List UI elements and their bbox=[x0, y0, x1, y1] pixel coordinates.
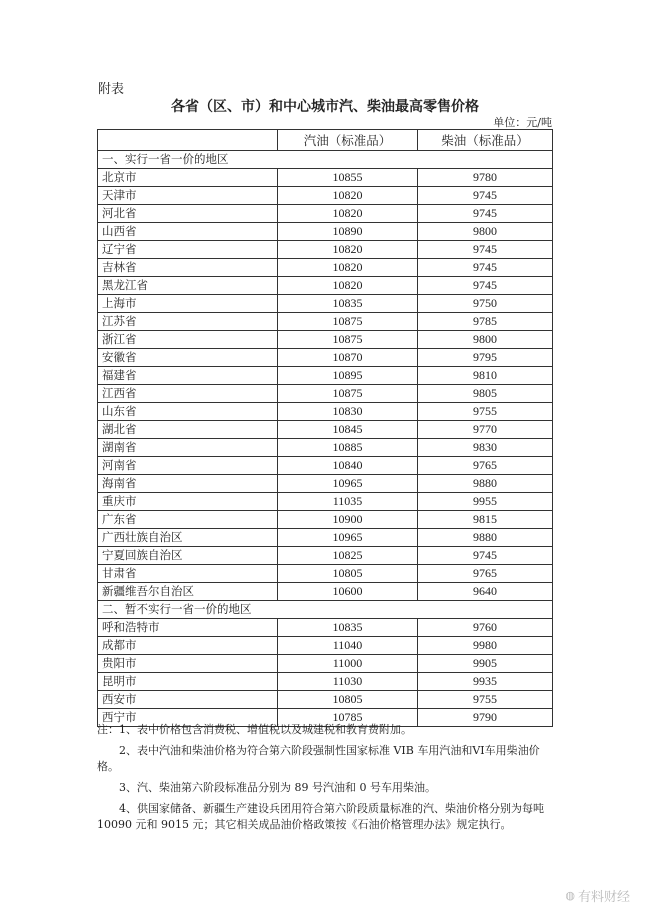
header-region bbox=[98, 130, 278, 151]
gasoline-price-cell: 10785 bbox=[278, 709, 418, 727]
diesel-price-cell: 9745 bbox=[418, 277, 553, 295]
region-cell: 广西壮族自治区 bbox=[98, 529, 278, 547]
diesel-price-cell: 9745 bbox=[418, 241, 553, 259]
gasoline-price-cell: 11030 bbox=[278, 673, 418, 691]
gasoline-price-cell: 10895 bbox=[278, 367, 418, 385]
table-row bbox=[98, 493, 553, 511]
region-cell: 河南省 bbox=[98, 457, 278, 475]
diesel-price-cell: 9800 bbox=[418, 331, 553, 349]
gasoline-price-cell: 10820 bbox=[278, 259, 418, 277]
gasoline-price-cell: 10900 bbox=[278, 511, 418, 529]
table-row bbox=[98, 673, 553, 691]
gasoline-price-cell: 10805 bbox=[278, 565, 418, 583]
diesel-price-cell: 9780 bbox=[418, 169, 553, 187]
section-row bbox=[98, 151, 553, 169]
table-row bbox=[98, 421, 553, 439]
gasoline-price-cell: 11035 bbox=[278, 493, 418, 511]
section-label: 二、暂不实行一省一价的地区 bbox=[98, 601, 553, 619]
gasoline-price-cell: 10875 bbox=[278, 313, 418, 331]
diesel-price-cell: 9830 bbox=[418, 439, 553, 457]
diesel-price-cell: 9760 bbox=[418, 619, 553, 637]
header-row bbox=[98, 130, 553, 151]
header-diesel: 柴油（标准品） bbox=[418, 130, 553, 151]
section-label: 一、实行一省一价的地区 bbox=[98, 151, 553, 169]
table-row bbox=[98, 187, 553, 205]
region-cell: 呼和浩特市 bbox=[98, 619, 278, 637]
region-cell: 江苏省 bbox=[98, 313, 278, 331]
diesel-price-cell: 9765 bbox=[418, 457, 553, 475]
diesel-price-cell: 9795 bbox=[418, 349, 553, 367]
region-cell: 西宁市 bbox=[98, 709, 278, 727]
table-row bbox=[98, 403, 553, 421]
diesel-price-cell: 9800 bbox=[418, 223, 553, 241]
unit-label: 单位：元/吨 bbox=[493, 116, 552, 129]
region-cell: 昆明市 bbox=[98, 673, 278, 691]
gasoline-price-cell: 10965 bbox=[278, 529, 418, 547]
region-cell: 黑龙江省 bbox=[98, 277, 278, 295]
table-row bbox=[98, 385, 553, 403]
table-row bbox=[98, 349, 553, 367]
gasoline-price-cell: 10820 bbox=[278, 241, 418, 259]
gasoline-price-cell: 10820 bbox=[278, 205, 418, 223]
table-row bbox=[98, 259, 553, 277]
region-cell: 湖南省 bbox=[98, 439, 278, 457]
table-row bbox=[98, 223, 553, 241]
diesel-price-cell: 9810 bbox=[418, 367, 553, 385]
watermark-text: 有料财经 bbox=[577, 890, 630, 905]
diesel-price-cell: 9745 bbox=[418, 259, 553, 277]
region-cell: 宁夏回族自治区 bbox=[98, 547, 278, 565]
gasoline-price-cell: 10600 bbox=[278, 583, 418, 601]
diesel-price-cell: 9770 bbox=[418, 421, 553, 439]
diesel-price-cell: 9935 bbox=[418, 673, 553, 691]
document-title: 各省（区、市）和中心城市汽、柴油最高零售价格 bbox=[171, 99, 479, 115]
region-cell: 重庆市 bbox=[98, 493, 278, 511]
table-row bbox=[98, 169, 553, 187]
region-cell: 甘肃省 bbox=[98, 565, 278, 583]
region-cell: 湖北省 bbox=[98, 421, 278, 439]
note-2: 2、表中汽油和柴油价格为符合第六阶段强制性国家标准 VIB 车用汽油和VI车用柴油价格。 bbox=[97, 744, 540, 773]
region-cell: 广东省 bbox=[98, 511, 278, 529]
region-cell: 贵阳市 bbox=[98, 655, 278, 673]
diesel-price-cell: 9880 bbox=[418, 529, 553, 547]
diesel-price-cell: 9755 bbox=[418, 691, 553, 709]
diesel-price-cell: 9745 bbox=[418, 187, 553, 205]
table-row bbox=[98, 637, 553, 655]
diesel-price-cell: 9745 bbox=[418, 547, 553, 565]
gasoline-price-cell: 11000 bbox=[278, 655, 418, 673]
table-row bbox=[98, 277, 553, 295]
region-cell: 海南省 bbox=[98, 475, 278, 493]
gasoline-price-cell: 11040 bbox=[278, 637, 418, 655]
price-table bbox=[97, 129, 553, 727]
region-cell: 安徽省 bbox=[98, 349, 278, 367]
diesel-price-cell: 9765 bbox=[418, 565, 553, 583]
diesel-price-cell: 9755 bbox=[418, 403, 553, 421]
table-row bbox=[98, 241, 553, 259]
table-row bbox=[98, 583, 553, 601]
region-cell: 山西省 bbox=[98, 223, 278, 241]
gasoline-price-cell: 10835 bbox=[278, 295, 418, 313]
note-1: 注：1、表中价格包含消费税、增值税以及城建税和教育费附加。 bbox=[97, 723, 412, 736]
table-row bbox=[98, 331, 553, 349]
gasoline-price-cell: 10830 bbox=[278, 403, 418, 421]
diesel-price-cell: 9805 bbox=[418, 385, 553, 403]
section-row bbox=[98, 601, 553, 619]
gasoline-price-cell: 10885 bbox=[278, 439, 418, 457]
diesel-price-cell: 9750 bbox=[418, 295, 553, 313]
region-cell: 吉林省 bbox=[98, 259, 278, 277]
gasoline-price-cell: 10845 bbox=[278, 421, 418, 439]
gasoline-price-cell: 10875 bbox=[278, 331, 418, 349]
table-row bbox=[98, 691, 553, 709]
table-row bbox=[98, 313, 553, 331]
gasoline-price-cell: 10825 bbox=[278, 547, 418, 565]
table-row bbox=[98, 205, 553, 223]
gasoline-price-cell: 10870 bbox=[278, 349, 418, 367]
table-row bbox=[98, 475, 553, 493]
gasoline-price-cell: 10820 bbox=[278, 187, 418, 205]
note-4: 4、供国家储备、新疆生产建设兵团用符合第六阶段质量标准的汽、柴油价格分别为每吨 10090 元和 9015 元；其它相关成品油价格政策按《石油价格管理办法》规定执行。 bbox=[97, 802, 544, 831]
table-row bbox=[98, 529, 553, 547]
diesel-price-cell: 9790 bbox=[418, 709, 553, 727]
diesel-price-cell: 9785 bbox=[418, 313, 553, 331]
region-cell: 辽宁省 bbox=[98, 241, 278, 259]
diesel-price-cell: 9745 bbox=[418, 205, 553, 223]
region-cell: 福建省 bbox=[98, 367, 278, 385]
gasoline-price-cell: 10820 bbox=[278, 277, 418, 295]
diesel-price-cell: 9815 bbox=[418, 511, 553, 529]
region-cell: 浙江省 bbox=[98, 331, 278, 349]
diesel-price-cell: 9905 bbox=[418, 655, 553, 673]
watermark bbox=[565, 886, 630, 905]
table-row bbox=[98, 367, 553, 385]
gasoline-price-cell: 10835 bbox=[278, 619, 418, 637]
region-cell: 江西省 bbox=[98, 385, 278, 403]
diesel-price-cell: 9640 bbox=[418, 583, 553, 601]
gasoline-price-cell: 10805 bbox=[278, 691, 418, 709]
gasoline-price-cell: 10890 bbox=[278, 223, 418, 241]
diesel-price-cell: 9880 bbox=[418, 475, 553, 493]
region-cell: 西安市 bbox=[98, 691, 278, 709]
region-cell: 天津市 bbox=[98, 187, 278, 205]
region-cell: 山东省 bbox=[98, 403, 278, 421]
diesel-price-cell: 9955 bbox=[418, 493, 553, 511]
table-row bbox=[98, 547, 553, 565]
region-cell: 北京市 bbox=[98, 169, 278, 187]
table-row bbox=[98, 511, 553, 529]
annex-label: 附表 bbox=[98, 82, 125, 97]
gasoline-price-cell: 10965 bbox=[278, 475, 418, 493]
gasoline-price-cell: 10855 bbox=[278, 169, 418, 187]
notes-section bbox=[97, 722, 557, 838]
table-row bbox=[98, 619, 553, 637]
header-gasoline: 汽油（标准品） bbox=[278, 130, 418, 151]
note-3: 3、汽、柴油第六阶段标准品分别为 89 号汽油和 0 号车用柴油。 bbox=[119, 781, 436, 794]
region-cell: 成都市 bbox=[98, 637, 278, 655]
region-cell: 上海市 bbox=[98, 295, 278, 313]
table-row bbox=[98, 439, 553, 457]
table-row bbox=[98, 295, 553, 313]
gasoline-price-cell: 10875 bbox=[278, 385, 418, 403]
chat-bubble-icon: ◍ bbox=[565, 889, 575, 902]
diesel-price-cell: 9980 bbox=[418, 637, 553, 655]
region-cell: 新疆维吾尔自治区 bbox=[98, 583, 278, 601]
gasoline-price-cell: 10840 bbox=[278, 457, 418, 475]
region-cell: 河北省 bbox=[98, 205, 278, 223]
table-row bbox=[98, 655, 553, 673]
table-row bbox=[98, 457, 553, 475]
table-row bbox=[98, 565, 553, 583]
